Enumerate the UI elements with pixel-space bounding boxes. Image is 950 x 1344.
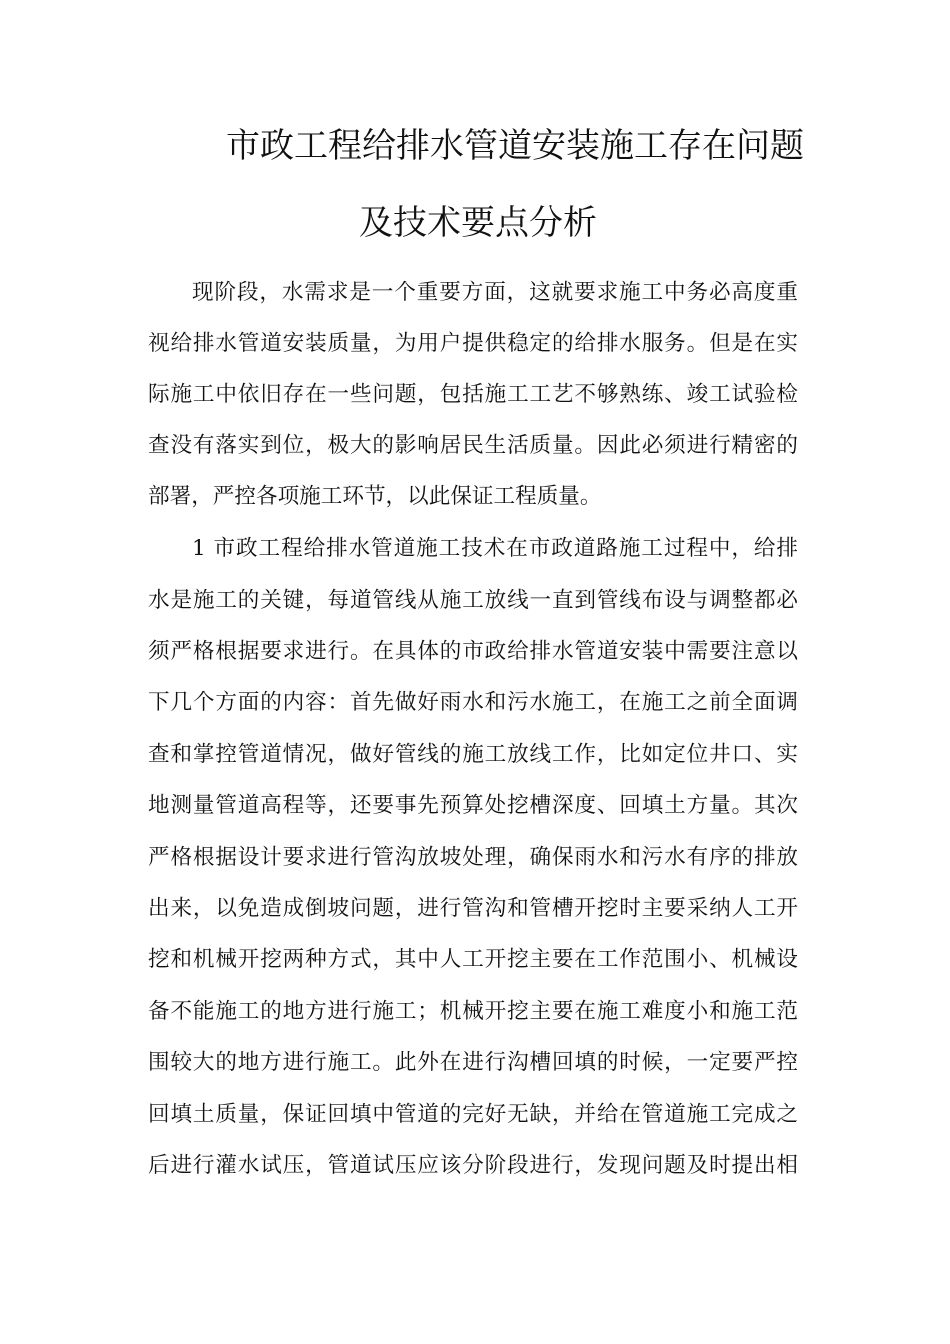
paragraph-2-line: 严格根据设计要求进行管沟放坡处理，确保雨水和污水有序的排放 (148, 845, 798, 870)
paragraph-1-line: 查没有落实到位，极大的影响居民生活质量。因此必须进行精密的 (148, 433, 798, 458)
paragraph-2-line: 查和掌控管道情况，做好管线的施工放线工作，比如定位井口、实 (148, 742, 798, 767)
paragraph-2-line: 备不能施工的地方进行施工；机械开挖主要在施工难度小和施工范 (148, 999, 798, 1024)
paragraph-2-line: 须严格根据要求进行。在具体的市政给排水管道安装中需要注意以 (148, 639, 798, 664)
document-title-line-1: 市政工程给排水管道安装施工存在问题 (226, 126, 804, 166)
paragraph-1-line: 部署，严控各项施工环节，以此保证工程质量。 (148, 484, 602, 509)
paragraph-2-line: 出来，以免造成倒坡问题，进行管沟和管槽开挖时主要采纳人工开 (148, 896, 798, 921)
paragraph-2-line: 围较大的地方进行施工。此外在进行沟槽回填的时候，一定要严控 (148, 1050, 798, 1075)
paragraph-2-line: 水是施工的关键，每道管线从施工放线一直到管线布设与调整都必 (148, 588, 798, 613)
paragraph-2-line: 回填土质量，保证回填中管道的完好无缺，并给在管道施工完成之 (148, 1102, 798, 1127)
paragraph-2-line: 后进行灌水试压，管道试压应该分阶段进行，发现问题及时提出相 (148, 1153, 798, 1178)
document-title-line-2: 及技术要点分析 (359, 203, 597, 243)
paragraph-2-line: 下几个方面的内容：首先做好雨水和污水施工，在施工之前全面调 (148, 690, 798, 715)
paragraph-1-line: 际施工中依旧存在一些问题，包括施工工艺不够熟练、竣工试验检 (148, 382, 798, 407)
paragraph-2-line: 1 市政工程给排水管道施工技术在市政道路施工过程中，给排 (192, 536, 798, 561)
paragraph-1-line: 视给排水管道安装质量，为用户提供稳定的给排水服务。但是在实 (148, 331, 798, 356)
paragraph-1-line: 现阶段，水需求是一个重要方面，这就要求施工中务必高度重 (192, 280, 798, 305)
paragraph-2-line: 地测量管道高程等，还要事先预算处挖槽深度、回填土方量。其次 (148, 793, 798, 818)
paragraph-2-line: 挖和机械开挖两种方式，其中人工开挖主要在工作范围小、机械设 (148, 947, 798, 972)
